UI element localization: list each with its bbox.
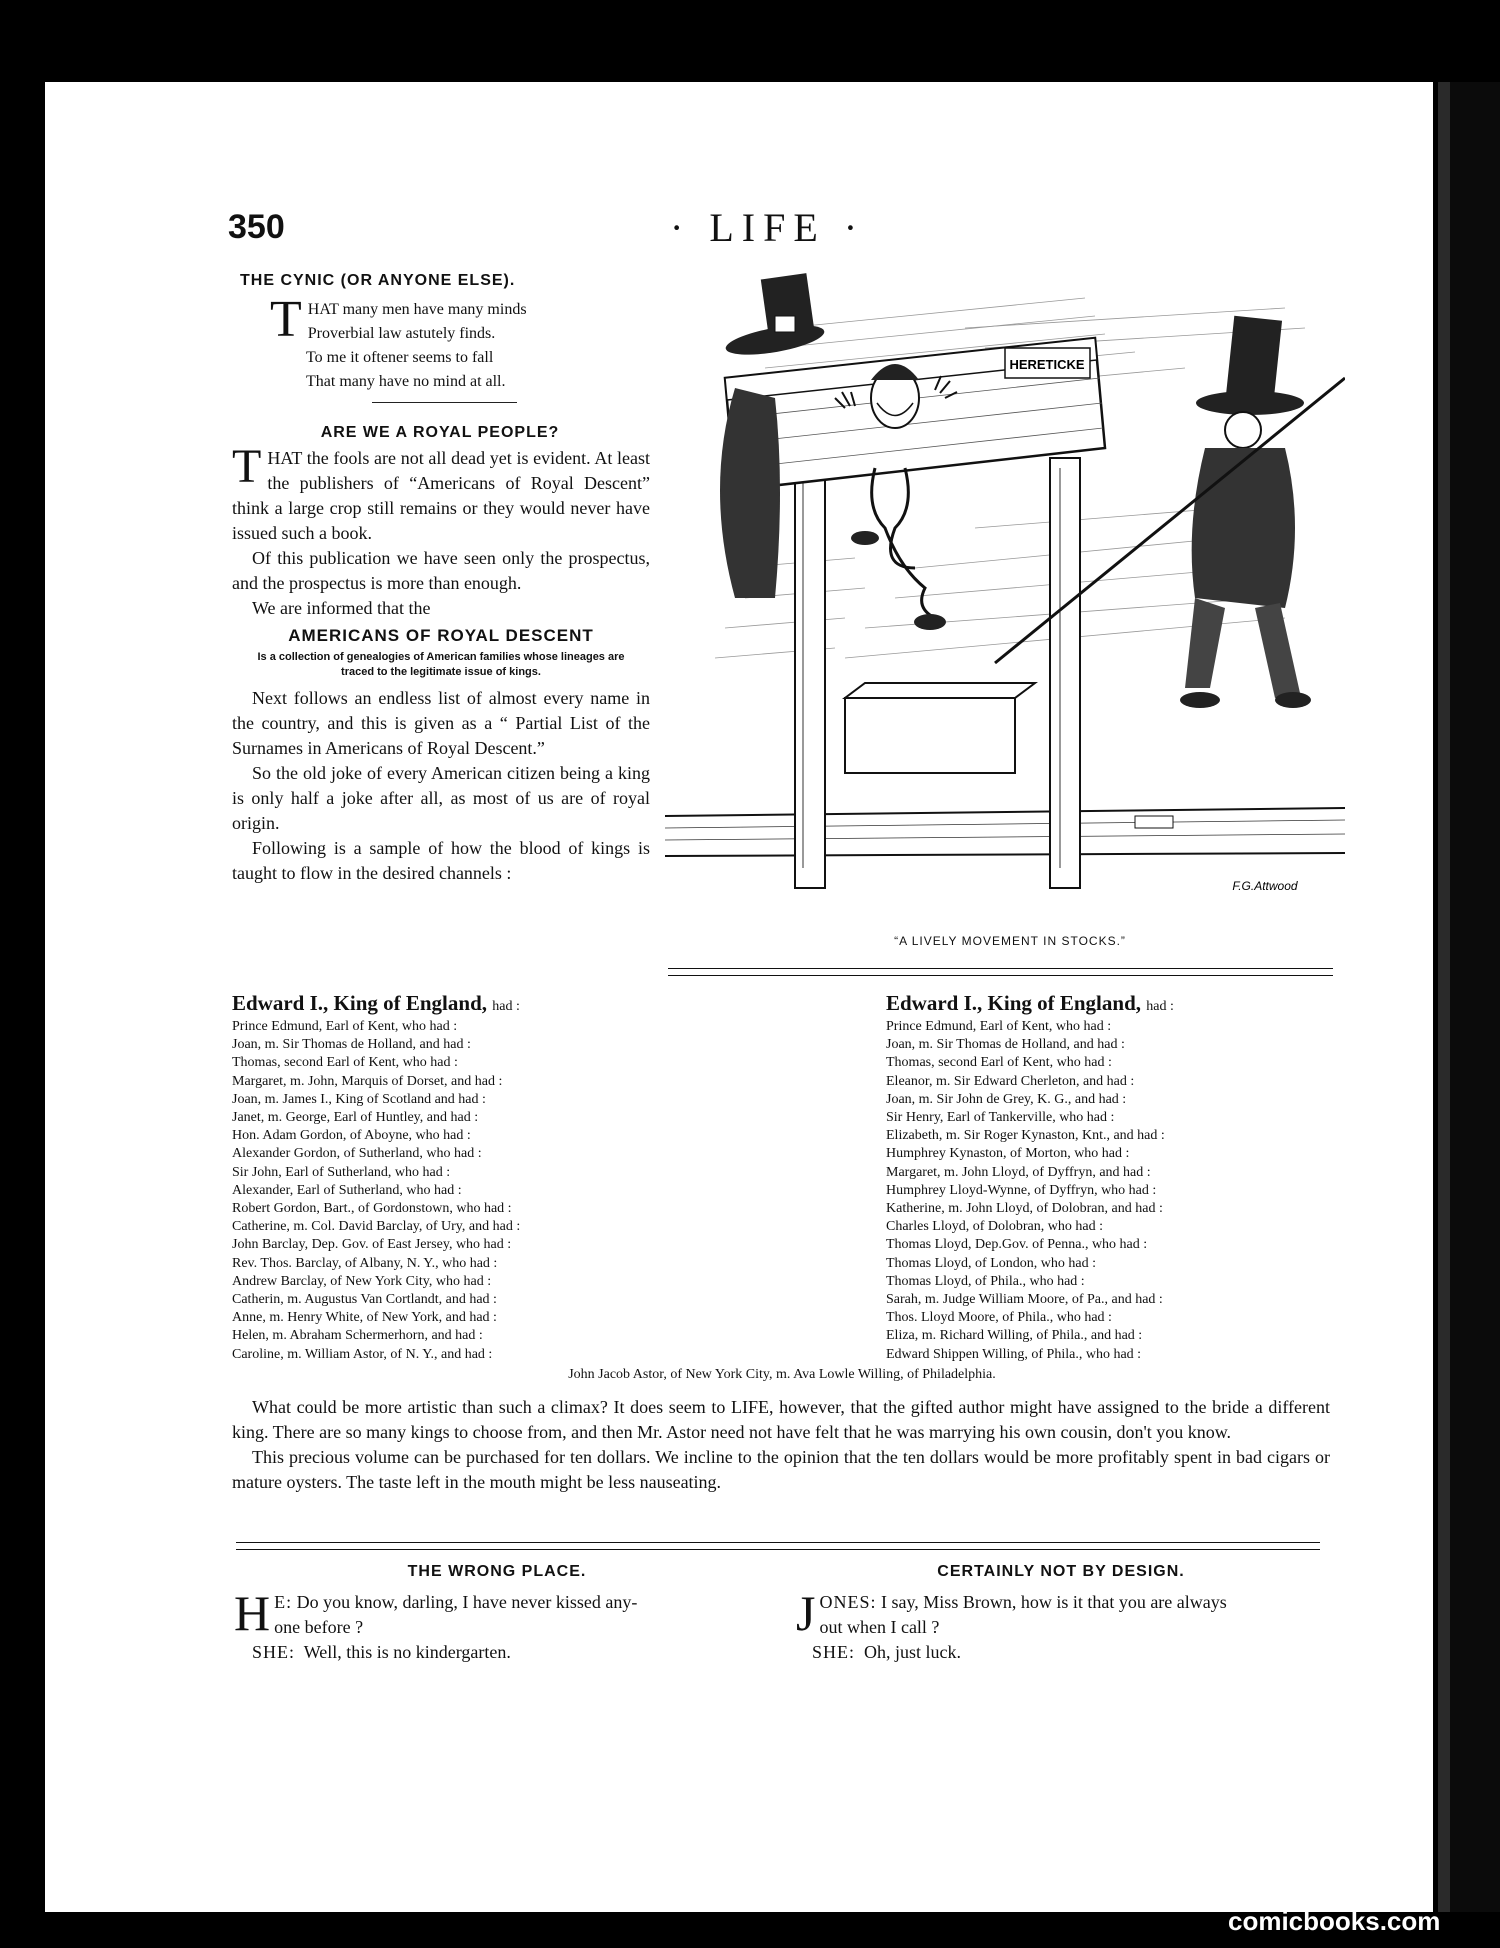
lineage-line: Andrew Barclay, of New York City, who had : xyxy=(232,1273,492,1289)
lineage-line: Eleanor, m. Sir Edward Cherleton, and had : xyxy=(886,1073,1135,1089)
masthead: · LIFE · xyxy=(670,205,866,250)
lineage-line: Rev. Thos. Barclay, of Albany, N. Y., who had : xyxy=(232,1255,498,1271)
lineage-line: Prince Edmund, Earl of Kent, who had : xyxy=(886,1019,1112,1034)
lineage-line: Hon. Adam Gordon, of Aboyne, who had : xyxy=(232,1128,471,1144)
section-divider xyxy=(372,402,517,403)
lineage-left-head: Edward I., King of England, had : xyxy=(232,991,520,1015)
poem-line: That many have no mind at all. xyxy=(306,373,506,390)
double-rule xyxy=(668,968,1333,976)
lineage-line: Alexander, Earl of Sutherland, who had : xyxy=(232,1182,462,1198)
cynic-heading: THE CYNIC (OR ANYONE ELSE). xyxy=(240,272,516,289)
lineage-line: Catherin, m. Augustus Van Cortlandt, and had : xyxy=(232,1292,497,1308)
lineage-final: John Jacob Astor, of New York City, m. Ava Lowle Willing, of Philadelphia. xyxy=(568,1367,996,1382)
royal-paragraph-4: Next follows an endless list of almost every name in the country, and this is given as a “ Partial List of the Surnames in Americans of Royal Descent.” xyxy=(232,688,650,758)
poem-line: HAT many men have many minds xyxy=(307,301,527,318)
poem-line: Proverbial law astutely finds. xyxy=(307,325,496,342)
lineage-line: Edward Shippen Willing, of Phila., who had : xyxy=(886,1346,1142,1362)
wrong-place-dropcap: H xyxy=(234,1585,271,1641)
lineage-line: Charles Lloyd, of Dolobran, who had : xyxy=(886,1219,1103,1235)
lineage-left xyxy=(232,992,672,1364)
lineage-right xyxy=(886,992,1326,1364)
lineage-line: Anne, m. Henry White, of New York, and had : xyxy=(232,1310,497,1326)
not-design-dropcap: J xyxy=(796,1585,816,1641)
lineage-line: Caroline, m. William Astor, of N. Y., and had : xyxy=(232,1346,493,1362)
wrong-place-heading: THE WRONG PLACE. xyxy=(407,1563,587,1580)
lineage-line: Joan, m. Sir Thomas de Holland, and had : xyxy=(886,1037,1125,1053)
lineage-line: Thomas, second Earl of Kent, who had : xyxy=(232,1055,458,1071)
not-design-heading: CERTAINLY NOT BY DESIGN. xyxy=(937,1563,1185,1580)
lineage-line: Sir Henry, Earl of Tankerville, who had : xyxy=(886,1110,1115,1126)
lineage-line: Sir John, Earl of Sutherland, who had : xyxy=(232,1164,451,1180)
lineage-line: Thos. Lloyd Moore, of Phila., who had : xyxy=(886,1310,1112,1326)
lineage-line: Margaret, m. John, Marquis of Dorset, and had : xyxy=(232,1073,503,1089)
royal-paragraph-3: We are informed that the xyxy=(252,598,431,618)
lineage-line: Joan, m. Sir John de Grey, K. G., and had : xyxy=(886,1091,1127,1107)
royal-article xyxy=(232,440,650,886)
poem-line: To me it oftener seems to fall xyxy=(306,349,494,366)
book-subtitle: Is a collection of genealogies of American families whose lineages are traced to the legitimate issue of kings. xyxy=(257,651,625,678)
cynic-poem xyxy=(270,291,600,394)
cynic-dropcap: T xyxy=(270,291,302,348)
lineage-line: Thomas Lloyd, of London, who had : xyxy=(886,1255,1096,1271)
royal-paragraph-5: So the old joke of every American citizen being a king is only half a joke after all, as most of us are of royal origin. xyxy=(232,763,650,833)
artist-signature: F.G.Attwood xyxy=(1232,879,1298,893)
royal-dropcap: T xyxy=(232,440,262,493)
lineage-line: Thomas, second Earl of Kent, who had : xyxy=(886,1055,1112,1071)
lineage-line: Robert Gordon, Bart., of Gordonstown, who had : xyxy=(232,1201,512,1217)
lineage-right-head: Edward I., King of England, had : xyxy=(886,991,1174,1015)
page-number: 350 xyxy=(228,208,285,246)
royal-paragraph-1: HAT the fools are not all dead yet is evident. At least the publishers of “Americans of Royal Descent” think a large crop still remains or they would never have issued such a book. xyxy=(232,448,650,543)
illustration-caption: “A LIVELY MOVEMENT IN STOCKS.” xyxy=(894,934,1126,948)
stocks-illustration xyxy=(665,268,1345,940)
not-design-dialogue: J ONES: I say, Miss Brown, how is it that you are always out when I call ? SHE: Oh, just luck. xyxy=(796,1585,1227,1662)
royal-paragraph-6: Following is a sample of how the blood of kings is taught to flow in the desired channels : xyxy=(232,838,650,883)
lineage-line: Joan, m. James I., King of Scotland and had : xyxy=(232,1091,486,1107)
lineage-line: Sarah, m. Judge William Moore, of Pa., and had : xyxy=(886,1292,1163,1308)
lineage-line: Margaret, m. John Lloyd, of Dyffryn, and had : xyxy=(886,1164,1151,1180)
book-title: AMERICANS OF ROYAL DESCENT xyxy=(288,626,594,645)
page-spine xyxy=(1438,82,1450,1912)
lineage-line: Elizabeth, m. Sir Roger Kynaston, Knt., and had : xyxy=(886,1128,1165,1144)
lineage-line: Alexander Gordon, of Sutherland, who had : xyxy=(232,1146,482,1162)
lineage-line: Janet, m. George, Earl of Huntley, and had : xyxy=(232,1110,479,1126)
lineage-line: Katherine, m. John Lloyd, of Dolobran, and had : xyxy=(886,1201,1163,1217)
lineage-line: Eliza, m. Richard Willing, of Phila., and had : xyxy=(886,1328,1143,1344)
lineage-line: Thomas Lloyd, of Phila., who had : xyxy=(886,1273,1085,1289)
double-rule xyxy=(236,1542,1320,1550)
wrong-place-dialogue: H E: Do you know, darling, I have never kissed any- one before ? SHE: Well, this is no kindergarten. xyxy=(234,1585,638,1662)
lineage-line: Humphrey Kynaston, of Morton, who had : xyxy=(886,1146,1130,1162)
lineage-line: Prince Edmund, Earl of Kent, who had : xyxy=(232,1019,458,1034)
lineage-line: Catherine, m. Col. David Barclay, of Ury, and had : xyxy=(232,1219,521,1235)
lineage-line: Joan, m. Sir Thomas de Holland, and had : xyxy=(232,1037,471,1053)
royal-paragraph-2: Of this publication we have seen only the prospectus, and the prospectus is more than enough. xyxy=(232,548,650,593)
lineage-line: John Barclay, Dep. Gov. of East Jersey, who had : xyxy=(232,1237,512,1253)
closing-paragraph-2: This precious volume can be purchased for ten dollars. We incline to the opinion that the ten dollars would be more profitably spent in bad cigars or mature oysters. The taste left in the mouth might be less nauseating. xyxy=(232,1447,1330,1492)
lineage-line: Thomas Lloyd, Dep.Gov. of Penna., who had : xyxy=(886,1237,1148,1253)
lineage-line: Humphrey Lloyd-Wynne, of Dyffryn, who had : xyxy=(886,1182,1157,1198)
heretic-sign: HERETICKE xyxy=(1009,357,1085,372)
closing-article xyxy=(232,1395,1330,1495)
closing-paragraph-1: What could be more artistic than such a climax? It does seem to LIFE, however, that the gifted author might have assigned to the bride a different king. There are so many kings to choose from, and then Mr. Astor need not have felt that he was marrying his own cousin, don't you know. xyxy=(232,1397,1330,1442)
royal-heading: ARE WE A ROYAL PEOPLE? xyxy=(320,424,560,441)
lineage-line: Helen, m. Abraham Schermerhorn, and had : xyxy=(232,1328,483,1344)
site-watermark: comicbooks.com xyxy=(1228,1906,1441,1936)
